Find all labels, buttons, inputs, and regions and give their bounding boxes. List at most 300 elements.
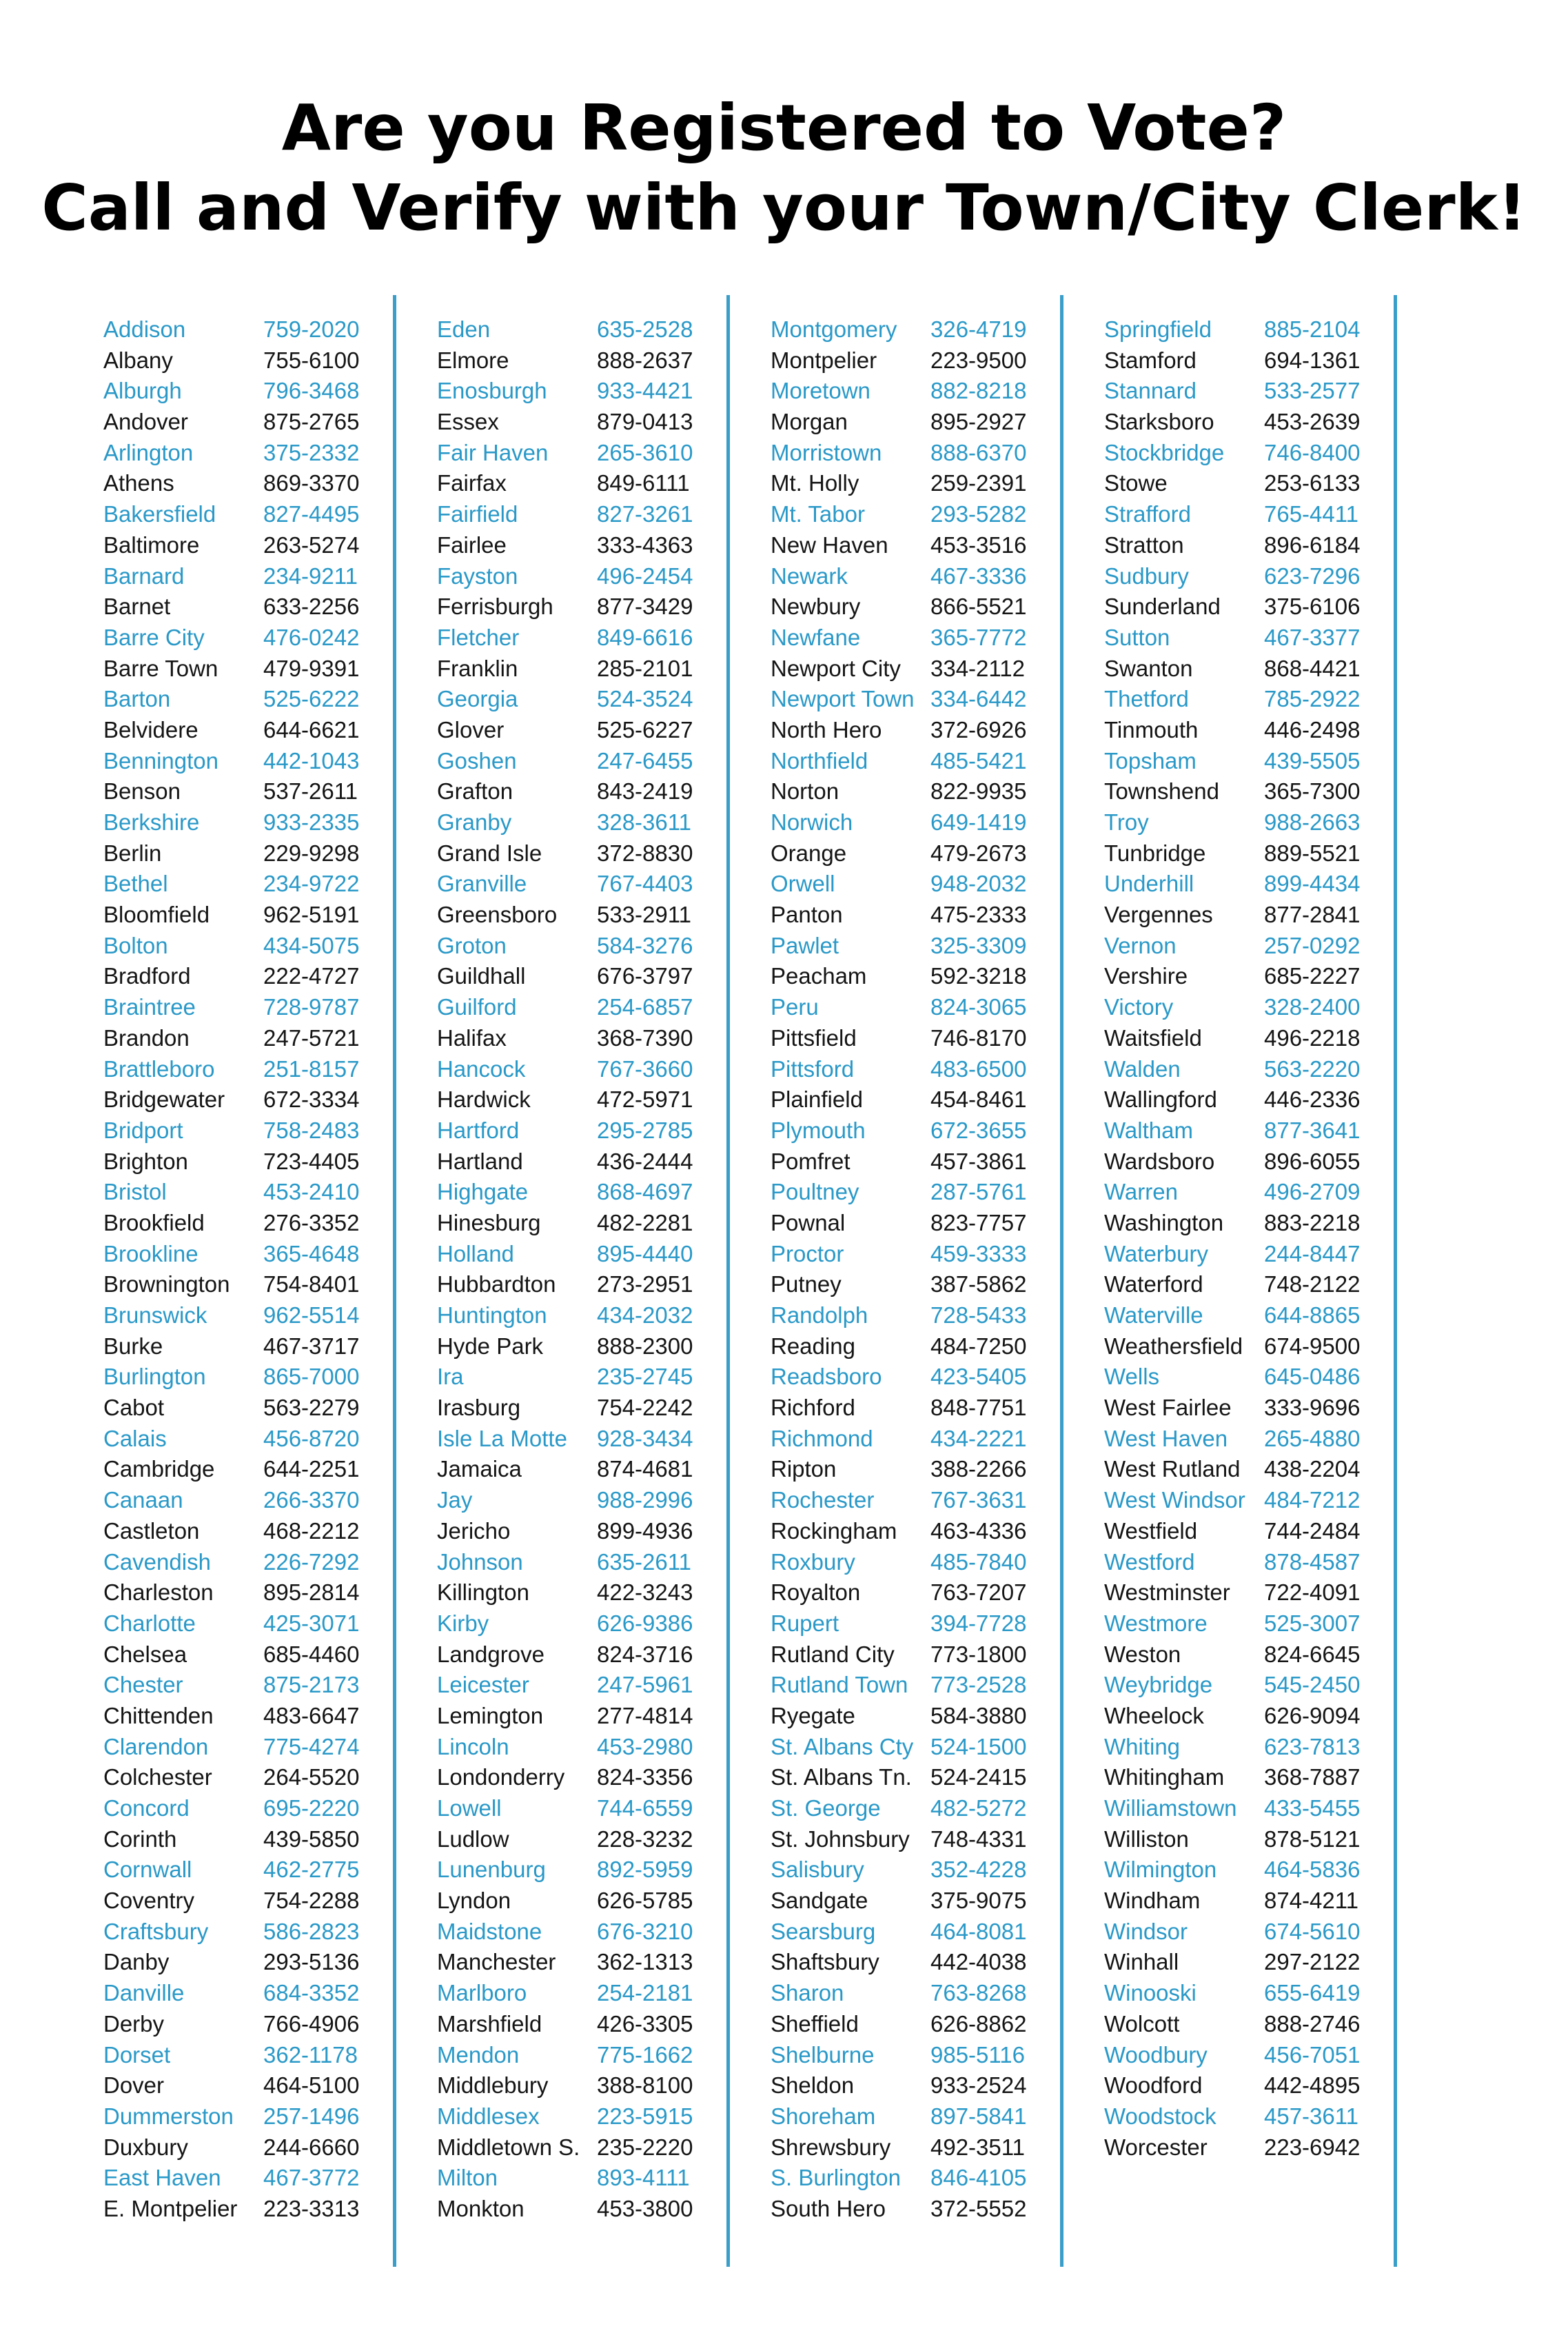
clerk-phone: 892-5959: [597, 1857, 693, 1883]
list-item: [437, 1331, 713, 1362]
clerk-phone: 333-4363: [597, 532, 693, 558]
list-item: [771, 407, 1046, 438]
list-item: [103, 499, 379, 530]
town-name: Vershire: [1104, 963, 1188, 989]
list-item: [437, 1886, 713, 1917]
town-name: Bloomfield: [103, 902, 210, 928]
town-name: Starksboro: [1104, 409, 1214, 435]
town-name: Williston: [1104, 1826, 1189, 1852]
town-name: Newfane: [771, 624, 861, 650]
town-name: Morgan: [771, 409, 848, 435]
clerk-phone: 728-9787: [263, 994, 360, 1020]
list-item: [437, 1762, 713, 1793]
list-item: [437, 1146, 713, 1178]
list-item: [1104, 1516, 1380, 1547]
town-name: Worcester: [1104, 2134, 1208, 2160]
town-name: Middletown S.: [437, 2134, 580, 2160]
list-item: [1104, 746, 1380, 777]
town-name: Lemington: [437, 1702, 544, 1728]
town-list-column-3: [771, 314, 1046, 2225]
clerk-phone: 748-4331: [930, 1826, 1027, 1852]
clerk-phone: 823-7757: [930, 1209, 1027, 1235]
clerk-phone: 257-0292: [1264, 932, 1361, 958]
clerk-phone: 827-3261: [597, 501, 693, 527]
town-name: Newark: [771, 563, 848, 589]
list-item: [437, 1732, 713, 1763]
clerk-phone: 765-4411: [1264, 501, 1359, 527]
clerk-phone: 442-1043: [263, 747, 360, 774]
town-name: Elmore: [437, 347, 509, 373]
list-item: [437, 438, 713, 469]
town-name: Rochester: [771, 1487, 875, 1513]
town-name: Peru: [771, 994, 819, 1020]
clerk-phone: 849-6616: [597, 624, 693, 650]
town-name: Eden: [437, 316, 491, 342]
clerk-phone: 895-4440: [597, 1240, 693, 1266]
clerk-phone: 897-5841: [930, 2103, 1027, 2129]
clerk-phone: 436-2444: [597, 1148, 693, 1174]
town-name: Waterford: [1104, 1271, 1203, 1297]
clerk-phone: 533-2577: [1264, 378, 1361, 404]
list-item: [103, 1670, 379, 1701]
clerk-phone: 456-8720: [263, 1425, 360, 1451]
clerk-phone: 247-5721: [263, 1024, 360, 1051]
list-item: [771, 2194, 1046, 2225]
clerk-phone: 387-5862: [930, 1271, 1027, 1297]
town-name: Woodbury: [1104, 2041, 1208, 2068]
town-name: Granville: [437, 871, 527, 897]
list-item: [437, 2040, 713, 2071]
list-item: [771, 438, 1046, 469]
town-name: Brookfield: [103, 1209, 205, 1235]
list-item: [437, 2132, 713, 2163]
clerk-phone: 988-2663: [1264, 809, 1361, 835]
town-name: Jamaica: [437, 1456, 522, 1482]
clerk-phone: 326-4719: [930, 316, 1027, 342]
clerk-phone: 763-8268: [930, 1980, 1027, 2006]
town-name: North Hero: [771, 716, 882, 742]
list-item: [1104, 1978, 1380, 2009]
clerk-phone: 223-6942: [1264, 2134, 1361, 2160]
clerk-phone: 545-2450: [1264, 1672, 1361, 1698]
clerk-phone: 287-5761: [930, 1179, 1027, 1205]
town-name: Ira: [437, 1364, 464, 1390]
clerk-phone: 525-6222: [263, 686, 360, 712]
clerk-phone: 459-3333: [930, 1240, 1027, 1266]
list-item: [103, 900, 379, 931]
town-name: Danville: [103, 1980, 185, 2006]
clerk-phone: 483-6647: [263, 1702, 360, 1728]
clerk-phone: 457-3611: [1264, 2103, 1359, 2129]
town-name: Groton: [437, 932, 507, 958]
town-name: Washington: [1104, 1209, 1224, 1235]
clerk-phone: 626-8862: [930, 2010, 1027, 2037]
clerk-phone: 433-5455: [1264, 1795, 1361, 1821]
clerk-phone: 877-2841: [1264, 902, 1361, 928]
town-name: Chelsea: [103, 1641, 187, 1667]
list-item: [437, 2009, 713, 2040]
town-name: Cornwall: [103, 1857, 192, 1883]
clerk-phone: 325-3309: [930, 932, 1027, 958]
clerk-phone: 754-8401: [263, 1271, 360, 1297]
clerk-phone: 496-2218: [1264, 1024, 1361, 1051]
town-name: Weston: [1104, 1641, 1181, 1667]
clerk-phone: 644-8865: [1264, 1302, 1361, 1328]
list-item: [1104, 2009, 1380, 2040]
town-name: Westford: [1104, 1548, 1195, 1575]
list-item: [437, 931, 713, 962]
clerk-phone: 234-9722: [263, 871, 360, 897]
list-item: [1104, 1608, 1380, 1639]
list-item: [437, 1084, 713, 1115]
list-item: [1104, 931, 1380, 962]
town-name: Winooski: [1104, 1980, 1197, 2006]
list-item: [1104, 623, 1380, 654]
list-item: [1104, 1886, 1380, 1917]
town-list-column-4: [1104, 314, 1380, 2163]
town-name: Hinesburg: [437, 1209, 541, 1235]
list-item: [103, 376, 379, 407]
town-name: Brownington: [103, 1271, 230, 1297]
clerk-phone: 265-3610: [597, 439, 693, 465]
list-item: [103, 1793, 379, 1824]
clerk-phone: 723-4405: [263, 1148, 360, 1174]
town-name: Brattleboro: [103, 1055, 215, 1082]
list-item: [437, 1917, 713, 1948]
list-item: [437, 1793, 713, 1824]
clerk-phone: 746-8400: [1264, 439, 1361, 465]
town-name: Westmore: [1104, 1610, 1208, 1636]
town-name: Clarendon: [103, 1733, 209, 1759]
clerk-phone: 626-9094: [1264, 1702, 1361, 1728]
clerk-phone: 297-2122: [1264, 1949, 1361, 1975]
town-name: Richford: [771, 1395, 855, 1421]
town-name: Guildhall: [437, 963, 526, 989]
list-item: [771, 623, 1046, 654]
clerk-phone: 888-6370: [930, 439, 1027, 465]
list-item: [771, 1793, 1046, 1824]
town-name: Brunswick: [103, 1302, 207, 1328]
clerk-phone: 868-4421: [1264, 655, 1361, 681]
clerk-phone: 496-2454: [597, 563, 693, 589]
town-name: Fairfield: [437, 501, 518, 527]
town-name: Rupert: [771, 1610, 839, 1636]
clerk-phone: 877-3641: [1264, 1117, 1361, 1143]
clerk-phone: 453-2639: [1264, 409, 1361, 435]
list-item: [437, 1300, 713, 1331]
list-item: [437, 1608, 713, 1639]
clerk-phone: 824-3716: [597, 1641, 693, 1667]
clerk-phone: 362-1313: [597, 1949, 693, 1975]
list-item: [771, 499, 1046, 530]
list-item: [771, 684, 1046, 715]
clerk-phone: 883-2218: [1264, 1209, 1361, 1235]
town-name: Putney: [771, 1271, 842, 1297]
clerk-phone: 592-3218: [930, 963, 1027, 989]
clerk-phone: 276-3352: [263, 1209, 360, 1235]
town-name: Pomfret: [771, 1148, 851, 1174]
clerk-phone: 649-1419: [930, 809, 1027, 835]
clerk-phone: 234-9211: [263, 563, 358, 589]
list-item: [103, 746, 379, 777]
clerk-phone: 476-0242: [263, 624, 360, 650]
town-name: Berkshire: [103, 809, 200, 835]
clerk-phone: 848-7751: [930, 1395, 1027, 1421]
list-item: [103, 592, 379, 623]
clerk-phone: 899-4936: [597, 1517, 693, 1544]
clerk-phone: 885-2104: [1264, 316, 1361, 342]
list-item: [103, 1084, 379, 1115]
list-item: [437, 1577, 713, 1608]
list-item: [1104, 1300, 1380, 1331]
list-item: [771, 1362, 1046, 1393]
clerk-phone: 423-5405: [930, 1364, 1027, 1390]
clerk-phone: 365-7772: [930, 624, 1027, 650]
clerk-phone: 868-4697: [597, 1179, 693, 1205]
town-name: Strafford: [1104, 501, 1191, 527]
town-name: Shoreham: [771, 2103, 876, 2129]
list-item: [103, 1855, 379, 1886]
list-item: [1104, 869, 1380, 900]
list-item: [103, 1393, 379, 1424]
list-item: [771, 838, 1046, 869]
clerk-phone: 467-3377: [1264, 624, 1361, 650]
town-name: Shrewsbury: [771, 2134, 891, 2160]
town-name: Orwell: [771, 871, 835, 897]
town-name: South Hero: [771, 2195, 886, 2221]
town-name: West Rutland: [1104, 1456, 1241, 1482]
town-name: Dover: [103, 2072, 165, 2099]
list-item: [103, 1424, 379, 1455]
list-item: [437, 1454, 713, 1485]
clerk-phone: 328-3611: [597, 809, 692, 835]
list-item: [1104, 992, 1380, 1023]
town-name: Brighton: [103, 1148, 188, 1174]
list-item: [771, 1177, 1046, 1208]
town-name: Rockingham: [771, 1517, 897, 1544]
town-name: Troy: [1104, 809, 1149, 835]
column-divider: [726, 295, 730, 2267]
town-name: Westminster: [1104, 1579, 1230, 1606]
list-item: [103, 2132, 379, 2163]
clerk-phone: 962-5191: [263, 902, 360, 928]
list-item: [103, 2040, 379, 2071]
town-name: Craftsbury: [103, 1918, 209, 1944]
clerk-phone: 293-5282: [930, 501, 1027, 527]
list-item: [437, 1393, 713, 1424]
list-item: [103, 1023, 379, 1054]
list-item: [103, 1577, 379, 1608]
list-item: [771, 1146, 1046, 1178]
town-name: Stamford: [1104, 347, 1197, 373]
clerk-phone: 453-2410: [263, 1179, 360, 1205]
clerk-phone: 644-2251: [263, 1456, 360, 1482]
clerk-phone: 533-2911: [597, 902, 692, 928]
town-name: West Windsor: [1104, 1487, 1245, 1513]
town-name: Dummerston: [103, 2103, 234, 2129]
town-name: Hancock: [437, 1055, 526, 1082]
town-name: Landgrove: [437, 1641, 544, 1667]
clerk-phone: 485-7840: [930, 1548, 1027, 1575]
town-name: Panton: [771, 902, 843, 928]
clerk-phone: 888-2746: [1264, 2010, 1361, 2037]
list-item: [437, 1115, 713, 1146]
list-item: [103, 1516, 379, 1547]
clerk-phone: 895-2927: [930, 409, 1027, 435]
clerk-phone: 328-2400: [1264, 994, 1361, 1020]
list-item: [771, 776, 1046, 807]
list-item: [103, 1824, 379, 1855]
clerk-phone: 933-2335: [263, 809, 360, 835]
town-name: Townshend: [1104, 778, 1219, 805]
clerk-phone: 483-6500: [930, 1055, 1027, 1082]
list-item: [103, 407, 379, 438]
clerk-phone: 875-2173: [263, 1672, 360, 1698]
clerk-phone: 586-2823: [263, 1918, 360, 1944]
list-item: [103, 314, 379, 345]
town-name: Weathersfield: [1104, 1333, 1243, 1359]
list-item: [1104, 468, 1380, 499]
list-item: [771, 1424, 1046, 1455]
clerk-phone: 468-2212: [263, 1517, 360, 1544]
list-item: [1104, 1454, 1380, 1485]
clerk-phone: 888-2300: [597, 1333, 693, 1359]
clerk-phone: 877-3429: [597, 594, 693, 620]
clerk-phone: 933-2524: [930, 2072, 1027, 2099]
clerk-phone: 633-2256: [263, 594, 360, 620]
list-item: [437, 1424, 713, 1455]
town-name: Sutton: [1104, 624, 1170, 650]
clerk-phone: 694-1361: [1264, 347, 1361, 373]
town-name: St. George: [771, 1795, 881, 1821]
town-name: Underhill: [1104, 871, 1194, 897]
town-name: Addison: [103, 316, 186, 342]
list-item: [103, 869, 379, 900]
clerk-phone: 524-3524: [597, 686, 693, 712]
town-name: Canaan: [103, 1487, 183, 1513]
list-item: [437, 1855, 713, 1886]
list-item: [103, 1547, 379, 1578]
list-item: [771, 992, 1046, 1023]
clerk-phone: 442-4038: [930, 1949, 1027, 1975]
list-item: [1104, 776, 1380, 807]
town-name: Stannard: [1104, 378, 1197, 404]
clerk-phone: 463-4336: [930, 1517, 1027, 1544]
town-name: Norwich: [771, 809, 853, 835]
list-item: [437, 1208, 713, 1239]
list-item: [1104, 1577, 1380, 1608]
list-item: [103, 530, 379, 561]
list-item: [437, 407, 713, 438]
town-name: Stockbridge: [1104, 439, 1225, 465]
list-item: [103, 1331, 379, 1362]
clerk-phone: 259-2391: [930, 470, 1027, 496]
list-item: [1104, 438, 1380, 469]
list-item: [1104, 1701, 1380, 1732]
list-item: [103, 2101, 379, 2132]
list-item: [437, 654, 713, 685]
clerk-phone: 754-2242: [597, 1395, 693, 1421]
clerk-phone: 695-2220: [263, 1795, 360, 1821]
list-item: [1104, 530, 1380, 561]
list-item: [103, 1300, 379, 1331]
list-item: [771, 1454, 1046, 1485]
list-item: [103, 1701, 379, 1732]
list-item: [771, 1300, 1046, 1331]
clerk-phone: 464-5836: [1264, 1857, 1361, 1883]
town-name: Kirby: [437, 1610, 489, 1636]
list-item: [103, 1608, 379, 1639]
list-item: [103, 561, 379, 592]
list-item: [437, 530, 713, 561]
list-item: [103, 1146, 379, 1178]
list-item: [1104, 715, 1380, 746]
clerk-phone: 773-1800: [930, 1641, 1027, 1667]
town-name: Barre Town: [103, 655, 218, 681]
clerk-phone: 888-2637: [597, 347, 693, 373]
town-name: Woodford: [1104, 2072, 1203, 2099]
list-item: [1104, 1208, 1380, 1239]
list-item: [771, 2009, 1046, 2040]
town-name: Barnard: [103, 563, 185, 589]
list-item: [437, 1947, 713, 1978]
town-name: Charlotte: [103, 1610, 196, 1636]
town-name: Victory: [1104, 994, 1174, 1020]
list-item: [771, 1115, 1046, 1146]
clerk-phone: 454-8461: [930, 1087, 1027, 1113]
list-item: [771, 900, 1046, 931]
town-name: Northfield: [771, 747, 868, 774]
town-name: Wilmington: [1104, 1857, 1217, 1883]
list-item: [771, 746, 1046, 777]
clerk-phone: 442-4895: [1264, 2072, 1361, 2099]
town-name: West Fairlee: [1104, 1395, 1232, 1421]
list-item: [437, 2070, 713, 2101]
list-item: [1104, 1084, 1380, 1115]
clerk-phone: 755-6100: [263, 347, 360, 373]
town-name: Reading: [771, 1333, 855, 1359]
clerk-phone: 472-5971: [597, 1087, 693, 1113]
list-item: [771, 1762, 1046, 1793]
town-name: Hartford: [437, 1117, 520, 1143]
town-name: Wheelock: [1104, 1702, 1204, 1728]
clerk-phone: 985-5116: [930, 2041, 1026, 2068]
town-name: Sharon: [771, 1980, 844, 2006]
town-name: Montpelier: [771, 347, 877, 373]
list-item: [771, 1608, 1046, 1639]
clerk-phone: 368-7390: [597, 1024, 693, 1051]
list-item: [771, 2132, 1046, 2163]
list-item: [103, 1177, 379, 1208]
list-item: [1104, 838, 1380, 869]
clerk-phone: 889-5521: [1264, 840, 1361, 866]
clerk-phone: 456-7051: [1264, 2041, 1361, 2068]
list-item: [437, 561, 713, 592]
clerk-phone: 464-8081: [930, 1918, 1027, 1944]
list-item: [1104, 561, 1380, 592]
clerk-phone: 644-6621: [263, 716, 360, 742]
list-item: [103, 1639, 379, 1670]
clerk-phone: 896-6055: [1264, 1148, 1361, 1174]
town-name: Bolton: [103, 932, 168, 958]
clerk-phone: 228-3232: [597, 1826, 693, 1852]
list-item: [771, 1639, 1046, 1670]
town-name: Grand Isle: [437, 840, 542, 866]
town-name: Ryegate: [771, 1702, 855, 1728]
clerk-phone: 635-2611: [597, 1548, 692, 1575]
clerk-phone: 865-7000: [263, 1364, 360, 1390]
town-name: Irasburg: [437, 1395, 521, 1421]
